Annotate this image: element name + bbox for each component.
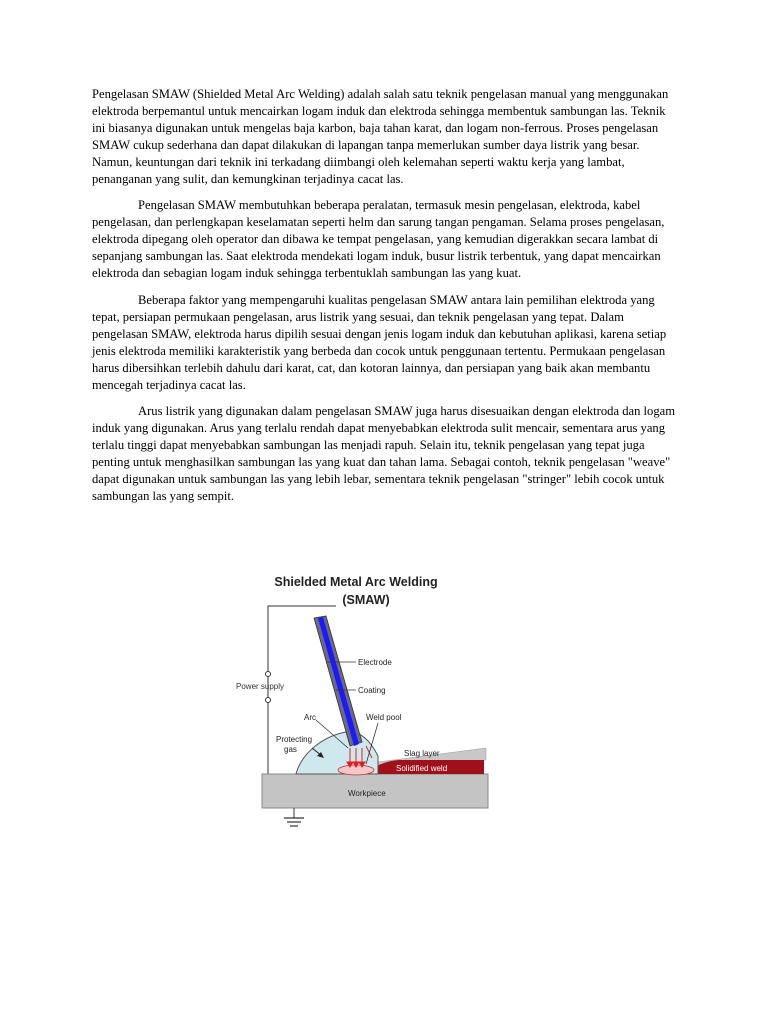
paragraph-2: Pengelasan SMAW membutuhkan beberapa peralatan, termasuk mesin pengelasan, elektroda, kabel pengelasan, dan perlengkapan keselamatan seperti helm dan sarung tangan pengaman. Selama proses pengelasan, elektroda dipegang oleh operator dan dibawa ke tempat pengelasan, yang kemudian digerakkan secara lambat di sepanjang sambungan las. Saat elektroda mendekati logam induk, busur listrik terbentuk, yang dapat mencairkan elektroda dan sebagian logam induk sehingga terbentuklah sambungan las yang kuat. xyxy=(92,198,665,281)
smaw-diagram xyxy=(228,566,498,836)
label-workpiece: Workpiece xyxy=(348,789,386,798)
label-protecting-gas-line1: Protecting xyxy=(276,735,313,744)
label-coating: Coating xyxy=(358,686,386,695)
paragraph-3: Beberapa faktor yang mempengaruhi kualitas pengelasan SMAW antara lain pemilihan elektroda yang tepat, persiapan permukaan pengelasan, arus listrik yang sesuai, dan teknik pengelasan yang tepat. Dalam pengelasan SMAW, elektroda harus dipilih sesuai dengan jenis logam induk dan kebutuhan aplikasi, karena setiap jenis elektroda memiliki karakteristik yang berbeda dan cocok untuk penggunaan tertentu. Permukaan pengelasan harus dibersihkan terlebih dahulu dari karat, cat, dan kotoran lainnya, dan persiapan yang baik akan membantu mencegah terjadinya cacat las. xyxy=(92,292,667,392)
label-solidified-weld: Solidified weld xyxy=(396,764,448,773)
paragraph-1: Pengelasan SMAW (Shielded Metal Arc Welding) adalah salah satu teknik pengelasan manual yang menggunakan elektroda berpemantul untuk mencairkan logam induk dan elektroda sehingga membentuk sambungan las. Teknik ini biasanya digunakan untuk mengelas baja karbon, baja tahan karat, dan logam non-ferrous. Proses pengelasan SMAW cukup sederhana dan dapat dilakukan di lapangan tanpa memerlukan sumber daya listrik yang besar. Namun, keuntungan dari teknik ini terkadang diimbangi oleh kelemahan seperti waktu kerja yang lambat, penanganan yang sulit, dan kemungkinan terjadinya cacat las. xyxy=(92,87,669,186)
ground-icon xyxy=(284,818,304,826)
smaw-diagram-svg xyxy=(228,566,498,836)
label-slag-layer: Slag layer xyxy=(404,749,440,758)
label-power-supply: Power supply xyxy=(236,682,285,691)
label-electrode: Electrode xyxy=(358,658,392,667)
diagram-title-line1: Shielded Metal Arc Welding xyxy=(274,575,438,589)
paragraph-4: Arus listrik yang digunakan dalam pengelasan SMAW juga harus disesuaikan dengan elektroda dan logam induk yang digunakan. Arus yang terlalu rendah dapat menyebabkan elektroda sulit mencair, sementara arus yang terlalu tinggi dapat menyebabkan sambungan las menjadi rapuh. Selain itu, teknik pengelasan yang tepat juga penting untuk menghasilkan sambungan las yang kuat dan tahan lama. Sebagai contoh, teknik pengelasan "weave" dapat digunakan untuk sambungan las yang lebih lebar, sementara teknik pengelasan "stringer" lebih cocok untuk sambungan las yang sempit. xyxy=(92,404,676,503)
label-protecting-gas-line2: gas xyxy=(284,745,297,754)
body-text xyxy=(92,86,678,515)
power-terminal-top xyxy=(266,672,271,677)
label-arc: Arc xyxy=(304,713,316,722)
label-weld-pool: Weld pool xyxy=(366,713,402,722)
power-terminal-bottom xyxy=(266,698,271,703)
diagram-title-line2: (SMAW) xyxy=(342,593,390,607)
